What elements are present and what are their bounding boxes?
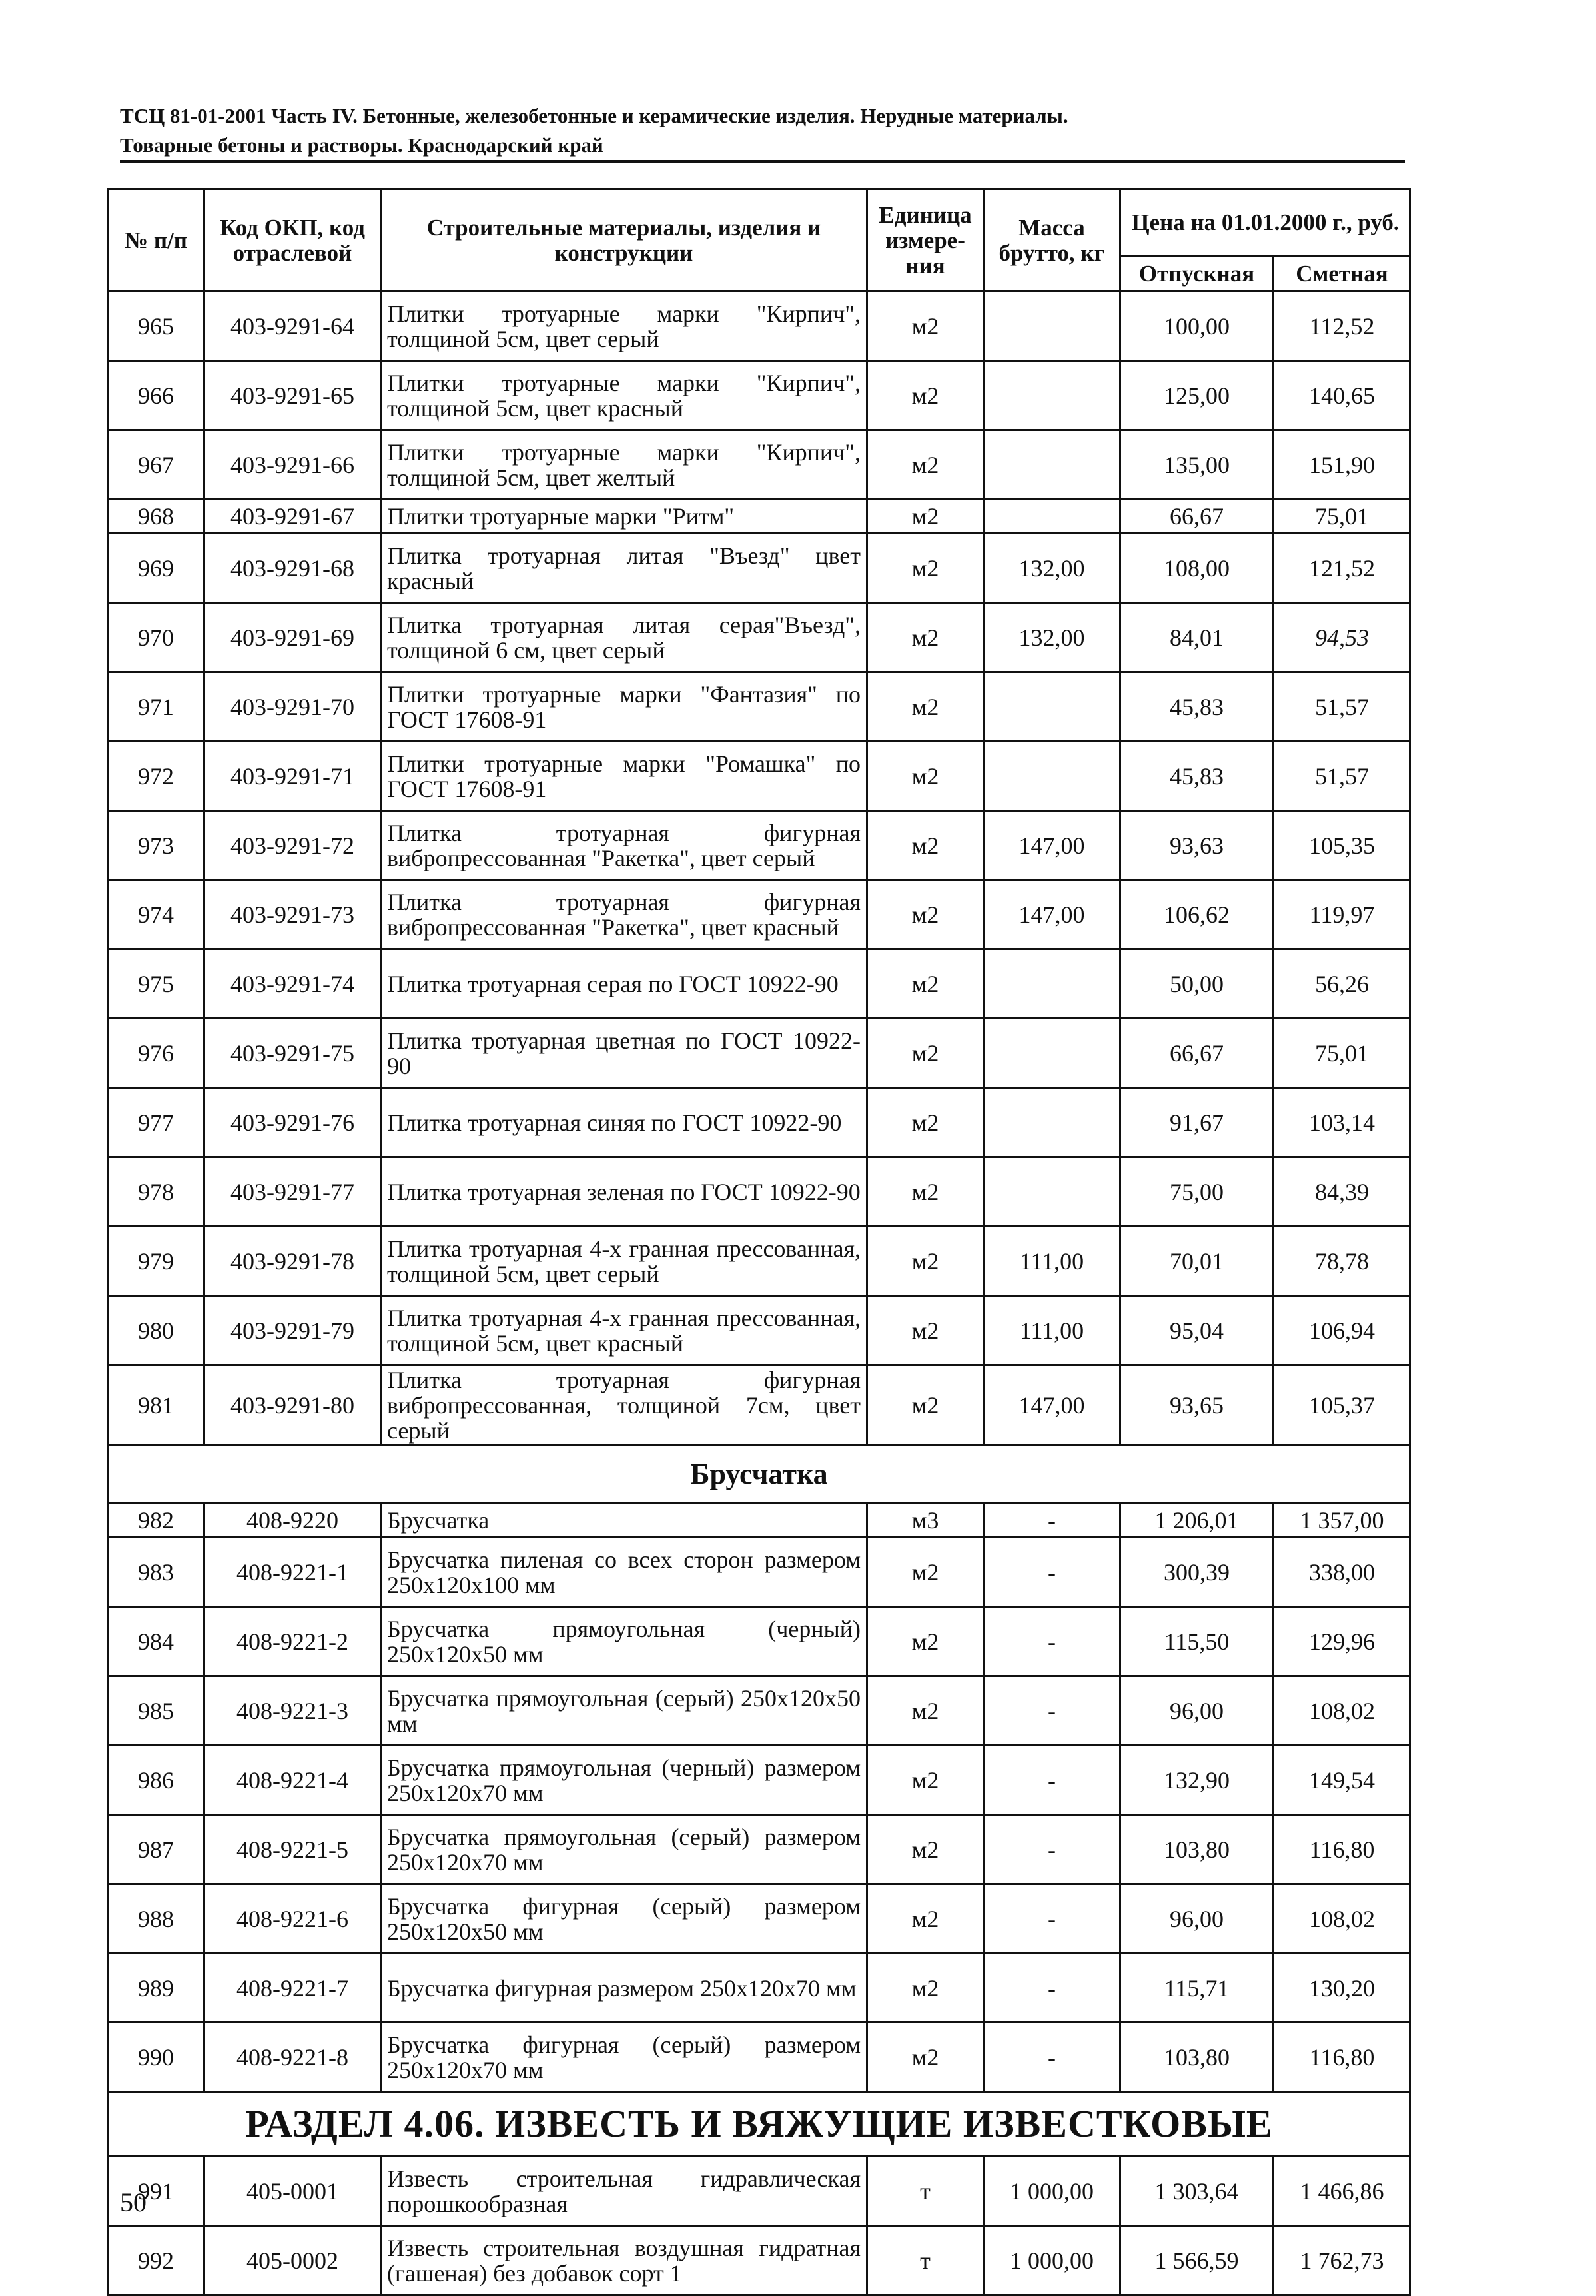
material-name-cell: Плитка тротуарная серая по ГОСТ 10922-90 [381, 949, 867, 1019]
row-number-cell: 968 [108, 500, 204, 534]
okp-code-cell: 403-9291-66 [204, 430, 381, 500]
material-name-cell: Брусчатка фигурная (серый) размером 250х120х70 мм [381, 2023, 867, 2092]
table-row [108, 672, 1411, 742]
table-row [108, 1954, 1411, 2023]
material-name-cell: Плитки тротуарные марки "Фантазия" по ГОСТ 17608-91 [381, 672, 867, 742]
gross-mass-cell [984, 1157, 1120, 1227]
unit-cell: м2 [867, 949, 984, 1019]
table-row [108, 1607, 1411, 1676]
material-name-cell: Плитка тротуарная зеленая по ГОСТ 10922-90 [381, 1157, 867, 1227]
okp-code-cell: 408-9221-8 [204, 2023, 381, 2092]
col-header-price-release: Отпускная [1120, 256, 1274, 292]
gross-mass-cell: 147,00 [984, 880, 1120, 949]
material-name-cell: Плитки тротуарные марки "Ритм" [381, 500, 867, 534]
material-name-cell: Плитка тротуарная синяя по ГОСТ 10922-90 [381, 1088, 867, 1157]
page-number: 50 [120, 2187, 147, 2217]
unit-cell: м2 [867, 2023, 984, 2092]
material-name-cell: Брусчатка прямоугольная (черный) 250х120х50 мм [381, 1607, 867, 1676]
col-header-price-estimate: Сметная [1274, 256, 1411, 292]
okp-code-cell: 408-9221-1 [204, 1538, 381, 1607]
material-name-cell: Плитка тротуарная литая "Въезд" цвет красный [381, 534, 867, 603]
release-price-cell: 66,67 [1120, 1019, 1274, 1088]
section-row-bruschatka [108, 1446, 1411, 1504]
estimate-price-cell: 116,80 [1274, 1815, 1411, 1884]
row-number-cell: 985 [108, 1676, 204, 1746]
gross-mass-cell: 132,00 [984, 534, 1120, 603]
table-row [108, 1019, 1411, 1088]
estimate-price-cell: 140,65 [1274, 361, 1411, 430]
group-lime [108, 2157, 1411, 2295]
row-number-cell: 974 [108, 880, 204, 949]
row-number-cell: 986 [108, 1746, 204, 1815]
release-price-cell: 66,67 [1120, 500, 1274, 534]
okp-code-cell: 405-0001 [204, 2157, 381, 2226]
row-number-cell: 977 [108, 1088, 204, 1157]
gross-mass-cell [984, 500, 1120, 534]
unit-cell: м2 [867, 880, 984, 949]
row-number-cell: 972 [108, 742, 204, 811]
unit-cell: м2 [867, 534, 984, 603]
release-price-cell: 106,62 [1120, 880, 1274, 949]
table-row [108, 1746, 1411, 1815]
material-name-cell: Брусчатка прямоугольная (черный) размером 250х120х70 мм [381, 1746, 867, 1815]
row-number-cell: 967 [108, 430, 204, 500]
release-price-cell: 1 206,01 [1120, 1504, 1274, 1538]
unit-cell: м2 [867, 1538, 984, 1607]
unit-cell: м2 [867, 500, 984, 534]
estimate-price-cell: 1 466,86 [1274, 2157, 1411, 2226]
release-price-cell: 96,00 [1120, 1884, 1274, 1954]
gross-mass-cell: - [984, 1815, 1120, 1884]
row-number-cell: 990 [108, 2023, 204, 2092]
estimate-price-cell: 51,57 [1274, 742, 1411, 811]
unit-cell: м2 [867, 603, 984, 672]
table-row [108, 430, 1411, 500]
section-title-406: РАЗДЕЛ 4.06. ИЗВЕСТЬ И ВЯЖУЩИЕ ИЗВЕСТКОВЫЕ [108, 2092, 1411, 2157]
okp-code-cell: 403-9291-80 [204, 1365, 381, 1446]
row-number-cell: 980 [108, 1296, 204, 1365]
estimate-price-cell: 105,37 [1274, 1365, 1411, 1446]
row-number-cell: 979 [108, 1227, 204, 1296]
estimate-price-cell: 116,80 [1274, 2023, 1411, 2092]
okp-code-cell: 405-0002 [204, 2226, 381, 2295]
unit-cell: м2 [867, 430, 984, 500]
unit-cell: м2 [867, 1296, 984, 1365]
okp-code-cell: 403-9291-64 [204, 292, 381, 361]
release-price-cell: 108,00 [1120, 534, 1274, 603]
release-price-cell: 50,00 [1120, 949, 1274, 1019]
estimate-price-cell: 129,96 [1274, 1607, 1411, 1676]
release-price-cell: 96,00 [1120, 1676, 1274, 1746]
estimate-price-cell: 78,78 [1274, 1227, 1411, 1296]
row-number-cell: 978 [108, 1157, 204, 1227]
gross-mass-cell [984, 949, 1120, 1019]
estimate-price-cell: 108,02 [1274, 1884, 1411, 1954]
okp-code-cell: 403-9291-75 [204, 1019, 381, 1088]
gross-mass-cell [984, 361, 1120, 430]
row-number-cell: 981 [108, 1365, 204, 1446]
gross-mass-cell: 147,00 [984, 811, 1120, 880]
table-row [108, 1676, 1411, 1746]
unit-cell: м2 [867, 672, 984, 742]
gross-mass-cell: - [984, 1954, 1120, 2023]
unit-cell: м2 [867, 811, 984, 880]
table-row [108, 1365, 1411, 1446]
okp-code-cell: 403-9291-76 [204, 1088, 381, 1157]
table-row [108, 1227, 1411, 1296]
okp-code-cell: 408-9221-3 [204, 1676, 381, 1746]
release-price-cell: 70,01 [1120, 1227, 1274, 1296]
okp-code-cell: 403-9291-73 [204, 880, 381, 949]
unit-cell: м2 [867, 1746, 984, 1815]
gross-mass-cell: - [984, 1607, 1120, 1676]
table-row [108, 2226, 1411, 2295]
unit-cell: м2 [867, 1676, 984, 1746]
row-number-cell: 970 [108, 603, 204, 672]
gross-mass-cell: 1 000,00 [984, 2157, 1120, 2226]
row-number-cell: 987 [108, 1815, 204, 1884]
table-row [108, 603, 1411, 672]
release-price-cell: 125,00 [1120, 361, 1274, 430]
estimate-price-cell: 338,00 [1274, 1538, 1411, 1607]
release-price-cell: 45,83 [1120, 672, 1274, 742]
price-table [107, 188, 1411, 2296]
estimate-price-cell: 119,97 [1274, 880, 1411, 949]
release-price-cell: 135,00 [1120, 430, 1274, 500]
estimate-price-cell: 75,01 [1274, 1019, 1411, 1088]
unit-cell: м2 [867, 1815, 984, 1884]
material-name-cell: Брусчатка [381, 1504, 867, 1538]
release-price-cell: 45,83 [1120, 742, 1274, 811]
row-number-cell: 989 [108, 1954, 204, 2023]
release-price-cell: 132,90 [1120, 1746, 1274, 1815]
gross-mass-cell [984, 1088, 1120, 1157]
unit-cell: м2 [867, 1019, 984, 1088]
release-price-cell: 84,01 [1120, 603, 1274, 672]
row-number-cell: 966 [108, 361, 204, 430]
material-name-cell: Плитка тротуарная 4-х гранная прессованная, толщиной 5см, цвет серый [381, 1227, 867, 1296]
okp-code-cell: 403-9291-79 [204, 1296, 381, 1365]
okp-code-cell: 408-9221-5 [204, 1815, 381, 1884]
okp-code-cell: 408-9221-6 [204, 1884, 381, 1954]
estimate-price-cell: 106,94 [1274, 1296, 1411, 1365]
row-number-cell: 969 [108, 534, 204, 603]
okp-code-cell: 408-9221-2 [204, 1607, 381, 1676]
gross-mass-cell: 111,00 [984, 1296, 1120, 1365]
group-bruschatka [108, 1504, 1411, 2092]
release-price-cell: 1 303,64 [1120, 2157, 1274, 2226]
material-name-cell: Брусчатка прямоугольная (серый) 250х120х50 мм [381, 1676, 867, 1746]
estimate-price-cell: 84,39 [1274, 1157, 1411, 1227]
section-row-406 [108, 2092, 1411, 2157]
release-price-cell: 93,63 [1120, 811, 1274, 880]
unit-cell: м2 [867, 1088, 984, 1157]
estimate-price-cell: 1 357,00 [1274, 1504, 1411, 1538]
row-number-cell: 992 [108, 2226, 204, 2295]
table-row [108, 1157, 1411, 1227]
material-name-cell: Плитки тротуарные марки "Кирпич", толщиной 5см, цвет красный [381, 361, 867, 430]
header-line-1: ТСЦ 81-01-2001 Часть IV. Бетонные, железобетонные и керамические изделия. Нерудные материалы. [120, 104, 1068, 127]
material-name-cell: Плитка тротуарная фигурная вибропрессованная, толщиной 7см, цвет серый [381, 1365, 867, 1446]
estimate-price-cell: 1 762,73 [1274, 2226, 1411, 2295]
okp-code-cell: 403-9291-78 [204, 1227, 381, 1296]
material-name-cell: Плитки тротуарные марки "Кирпич", толщиной 5см, цвет серый [381, 292, 867, 361]
table-row [108, 742, 1411, 811]
header-rule [120, 160, 1405, 163]
material-name-cell: Брусчатка пиленая со всех сторон размером 250х120х100 мм [381, 1538, 867, 1607]
gross-mass-cell: - [984, 1746, 1120, 1815]
row-number-cell: 976 [108, 1019, 204, 1088]
unit-cell: м2 [867, 1884, 984, 1954]
release-price-cell: 103,80 [1120, 2023, 1274, 2092]
gross-mass-cell: 1 000,00 [984, 2226, 1120, 2295]
unit-cell: м2 [867, 1954, 984, 2023]
table-row [108, 292, 1411, 361]
gross-mass-cell: 132,00 [984, 603, 1120, 672]
gross-mass-cell: - [984, 1884, 1120, 1954]
gross-mass-cell: - [984, 1538, 1120, 1607]
unit-cell: т [867, 2157, 984, 2226]
table-row [108, 2157, 1411, 2226]
okp-code-cell: 403-9291-69 [204, 603, 381, 672]
gross-mass-cell [984, 292, 1120, 361]
release-price-cell: 100,00 [1120, 292, 1274, 361]
estimate-price-cell: 149,54 [1274, 1746, 1411, 1815]
table-row [108, 534, 1411, 603]
row-number-cell: 975 [108, 949, 204, 1019]
table-row [108, 500, 1411, 534]
gross-mass-cell: - [984, 1676, 1120, 1746]
unit-cell: т [867, 2226, 984, 2295]
estimate-price-cell: 121,52 [1274, 534, 1411, 603]
section-title-bruschatka: Брусчатка [108, 1446, 1411, 1504]
row-number-cell: 982 [108, 1504, 204, 1538]
row-number-cell: 965 [108, 292, 204, 361]
material-name-cell: Брусчатка фигурная размером 250х120х70 мм [381, 1954, 867, 2023]
material-name-cell: Брусчатка фигурная (серый) размером 250х120х50 мм [381, 1884, 867, 1954]
release-price-cell: 115,50 [1120, 1607, 1274, 1676]
gross-mass-cell: - [984, 2023, 1120, 2092]
unit-cell: м2 [867, 1227, 984, 1296]
estimate-price-cell: 112,52 [1274, 292, 1411, 361]
gross-mass-cell [984, 430, 1120, 500]
table-row [108, 1538, 1411, 1607]
okp-code-cell: 403-9291-72 [204, 811, 381, 880]
row-number-cell: 973 [108, 811, 204, 880]
header-line-2: Товарные бетоны и растворы. Краснодарский край [120, 133, 603, 157]
row-number-cell: 991 [108, 2157, 204, 2226]
running-header [120, 101, 1405, 160]
unit-cell: м2 [867, 1365, 984, 1446]
table-row [108, 811, 1411, 880]
estimate-price-cell: 94,53 [1274, 603, 1411, 672]
estimate-price-cell: 103,14 [1274, 1088, 1411, 1157]
release-price-cell: 103,80 [1120, 1815, 1274, 1884]
release-price-cell: 115,71 [1120, 1954, 1274, 2023]
release-price-cell: 93,65 [1120, 1365, 1274, 1446]
estimate-price-cell: 75,01 [1274, 500, 1411, 534]
col-header-name: Строительные материалы, изделия и конструкции [381, 189, 867, 292]
table-row [108, 1088, 1411, 1157]
okp-code-cell: 403-9291-67 [204, 500, 381, 534]
col-header-unit: Единица измере-ния [867, 189, 984, 292]
estimate-price-cell: 56,26 [1274, 949, 1411, 1019]
okp-code-cell: 403-9291-74 [204, 949, 381, 1019]
okp-code-cell: 403-9291-65 [204, 361, 381, 430]
okp-code-cell: 403-9291-70 [204, 672, 381, 742]
estimate-price-cell: 151,90 [1274, 430, 1411, 500]
unit-cell: м2 [867, 1607, 984, 1676]
col-header-mass: Масса брутто, кг [984, 189, 1120, 292]
table-row [108, 1884, 1411, 1954]
material-name-cell: Плитки тротуарные марки "Кирпич", толщиной 5см, цвет желтый [381, 430, 867, 500]
gross-mass-cell [984, 1019, 1120, 1088]
estimate-price-cell: 105,35 [1274, 811, 1411, 880]
release-price-cell: 75,00 [1120, 1157, 1274, 1227]
release-price-cell: 300,39 [1120, 1538, 1274, 1607]
material-name-cell: Известь строительная воздушная гидратная (гашеная) без добавок сорт 1 [381, 2226, 867, 2295]
okp-code-cell: 403-9291-71 [204, 742, 381, 811]
unit-cell: м3 [867, 1504, 984, 1538]
row-number-cell: 983 [108, 1538, 204, 1607]
release-price-cell: 1 566,59 [1120, 2226, 1274, 2295]
col-header-code: Код ОКП, код отраслевой [204, 189, 381, 292]
material-name-cell: Плитка тротуарная литая серая"Въезд", толщиной 6 см, цвет серый [381, 603, 867, 672]
estimate-price-cell: 51,57 [1274, 672, 1411, 742]
table-row [108, 880, 1411, 949]
row-number-cell: 984 [108, 1607, 204, 1676]
gross-mass-cell [984, 672, 1120, 742]
material-name-cell: Плитки тротуарные марки "Ромашка" по ГОСТ 17608-91 [381, 742, 867, 811]
table-row [108, 1815, 1411, 1884]
material-name-cell: Плитка тротуарная цветная по ГОСТ 10922-90 [381, 1019, 867, 1088]
material-name-cell: Плитка тротуарная 4-х гранная прессованная, толщиной 5см, цвет красный [381, 1296, 867, 1365]
unit-cell: м2 [867, 292, 984, 361]
okp-code-cell: 403-9291-77 [204, 1157, 381, 1227]
row-number-cell: 971 [108, 672, 204, 742]
okp-code-cell: 408-9221-4 [204, 1746, 381, 1815]
row-number-cell: 988 [108, 1884, 204, 1954]
estimate-price-cell: 130,20 [1274, 1954, 1411, 2023]
unit-cell: м2 [867, 1157, 984, 1227]
unit-cell: м2 [867, 742, 984, 811]
table-row [108, 361, 1411, 430]
gross-mass-cell: 111,00 [984, 1227, 1120, 1296]
group-paving-tiles [108, 292, 1411, 1446]
material-name-cell: Брусчатка прямоугольная (серый) размером 250х120х70 мм [381, 1815, 867, 1884]
material-name-cell: Плитка тротуарная фигурная вибропрессованная "Ракетка", цвет красный [381, 880, 867, 949]
table-row [108, 2023, 1411, 2092]
material-name-cell: Известь строительная гидравлическая порошкообразная [381, 2157, 867, 2226]
gross-mass-cell: 147,00 [984, 1365, 1120, 1446]
table-row [108, 1504, 1411, 1538]
table-row [108, 1296, 1411, 1365]
gross-mass-cell [984, 742, 1120, 811]
okp-code-cell: 403-9291-68 [204, 534, 381, 603]
unit-cell: м2 [867, 361, 984, 430]
estimate-price-cell: 108,02 [1274, 1676, 1411, 1746]
table-row [108, 949, 1411, 1019]
gross-mass-cell: - [984, 1504, 1120, 1538]
col-header-price: Цена на 01.01.2000 г., руб. [1120, 189, 1411, 256]
okp-code-cell: 408-9221-7 [204, 1954, 381, 2023]
material-name-cell: Плитка тротуарная фигурная вибропрессованная "Ракетка", цвет серый [381, 811, 867, 880]
release-price-cell: 95,04 [1120, 1296, 1274, 1365]
release-price-cell: 91,67 [1120, 1088, 1274, 1157]
okp-code-cell: 408-9220 [204, 1504, 381, 1538]
col-header-num: № п/п [108, 189, 204, 292]
